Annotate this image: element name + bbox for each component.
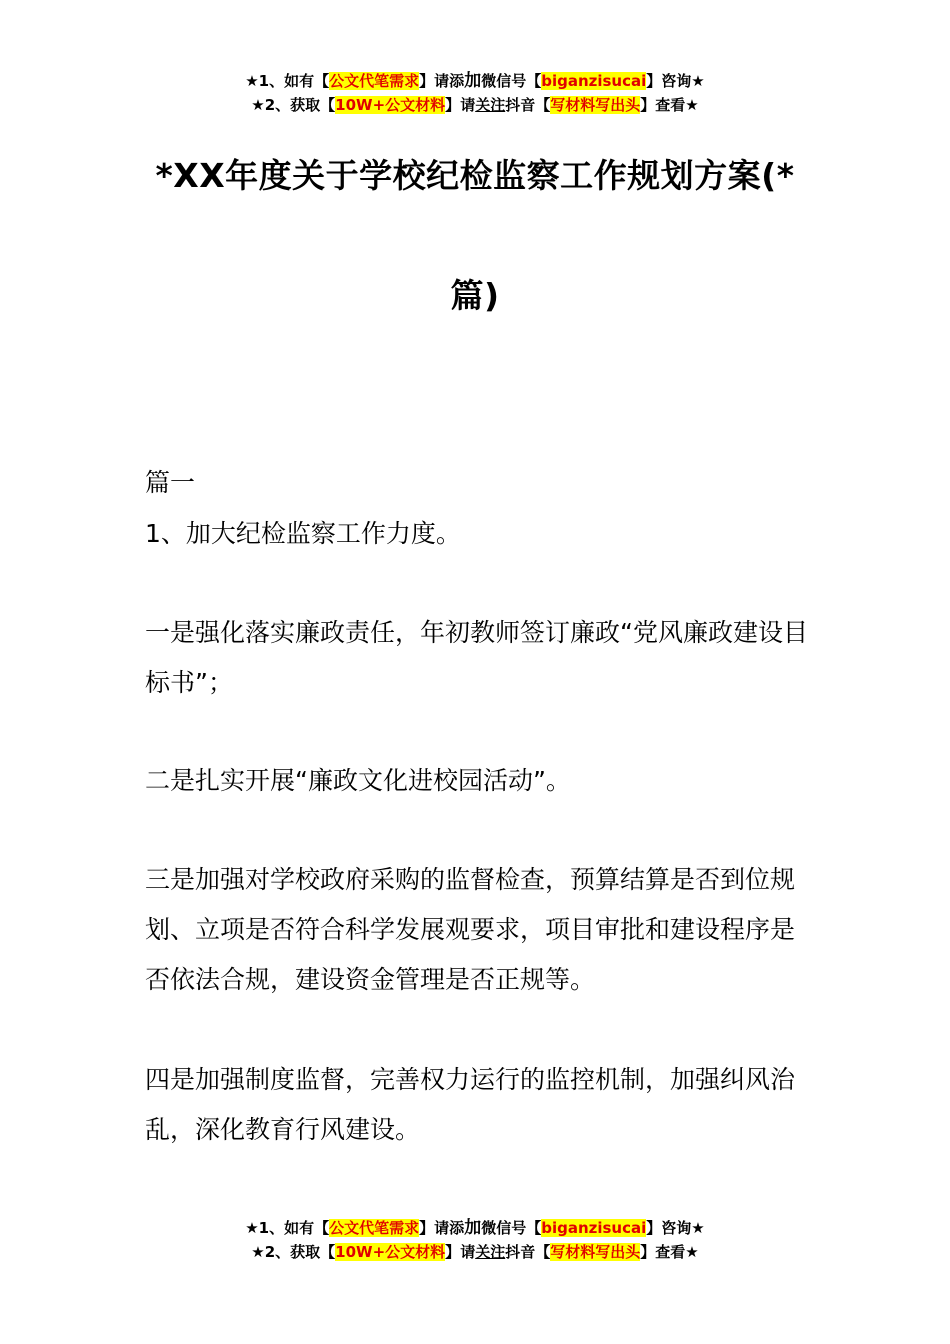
banner-bracket: 】	[640, 1243, 656, 1261]
banner-bracket: 【	[314, 1219, 330, 1237]
banner-text: 抖音	[505, 96, 536, 114]
body-paragraph: 四是加强制度监督，完善权力运行的监控机制，加强纠风治乱，深化教育行风建设。	[145, 1065, 796, 1144]
banner-text: 抖音	[505, 1243, 536, 1261]
item-heading: 1、加大纪检监察工作力度。	[145, 519, 461, 548]
banner-text: ★1、如有	[245, 1219, 315, 1237]
banner-bracket: 】	[419, 1219, 435, 1237]
document-title-line-1: *XX年度关于学校纪检监察工作规划方案(*	[155, 156, 795, 195]
banner-text: 加	[464, 71, 482, 91]
banner-text: 查看★	[655, 96, 699, 114]
banner-text: 请	[460, 96, 476, 114]
banner-highlight-wechat-id: biganzisucai	[541, 72, 647, 90]
banner-highlight-materials: 10W+公文材料	[335, 1243, 446, 1261]
banner-text: 请添	[434, 72, 465, 90]
body-paragraph: 三是加强对学校政府采购的监督检查，预算结算是否到位规划、立项是否符合科学发展观要求，项目审批和建设程序是否依法合规，建设资金管理是否正规等。	[145, 865, 796, 994]
banner-text: ★2、获取	[251, 1243, 321, 1261]
banner-bracket: 】	[419, 72, 435, 90]
banner-bracket: 】	[640, 96, 656, 114]
banner-bracket: 【	[535, 96, 551, 114]
banner-text: 微信号	[481, 1219, 527, 1237]
banner-line-2	[0, 1240, 950, 1264]
banner-bracket: 【	[320, 1243, 336, 1261]
banner-line-2	[0, 93, 950, 117]
banner-line-1	[0, 1216, 950, 1240]
banner-bracket: 】	[445, 96, 461, 114]
banner-bracket: 】	[646, 72, 662, 90]
top-banner	[0, 69, 950, 117]
body-paragraph: 一是强化落实廉政责任，年初教师签订廉政“党风廉政建设目标书”；	[145, 618, 808, 697]
banner-text: 关注	[475, 96, 506, 114]
bottom-banner	[0, 1216, 950, 1264]
banner-highlight-douyin: 写材料写出头	[550, 96, 641, 114]
banner-highlight-wechat-id: biganzisucai	[541, 1219, 647, 1237]
section-label: 篇一	[145, 468, 196, 497]
banner-highlight-materials: 10W+公文材料	[335, 96, 446, 114]
banner-text: 查看★	[655, 1243, 699, 1261]
banner-highlight-service: 公文代笔需求	[329, 72, 420, 90]
banner-line-1	[0, 69, 950, 93]
banner-text: 微信号	[481, 72, 527, 90]
body-paragraph: 二是扎实开展“廉政文化进校园活动”。	[145, 766, 571, 795]
banner-highlight-douyin: 写材料写出头	[550, 1243, 641, 1261]
banner-text: ★2、获取	[251, 96, 321, 114]
banner-bracket: 【	[535, 1243, 551, 1261]
banner-text: 咨询★	[661, 72, 705, 90]
banner-text: 关注	[475, 1243, 506, 1261]
banner-bracket: 【	[314, 72, 330, 90]
banner-bracket: 【	[526, 72, 542, 90]
banner-highlight-service: 公文代笔需求	[329, 1219, 420, 1237]
banner-text: 加	[464, 1218, 482, 1238]
banner-text: 请添	[434, 1219, 465, 1237]
banner-text: 咨询★	[661, 1219, 705, 1237]
banner-bracket: 】	[445, 1243, 461, 1261]
document-title-line-2: 篇)	[450, 276, 500, 315]
banner-text: ★1、如有	[245, 72, 315, 90]
banner-bracket: 】	[646, 1219, 662, 1237]
banner-bracket: 【	[320, 96, 336, 114]
banner-text: 请	[460, 1243, 476, 1261]
banner-bracket: 【	[526, 1219, 542, 1237]
